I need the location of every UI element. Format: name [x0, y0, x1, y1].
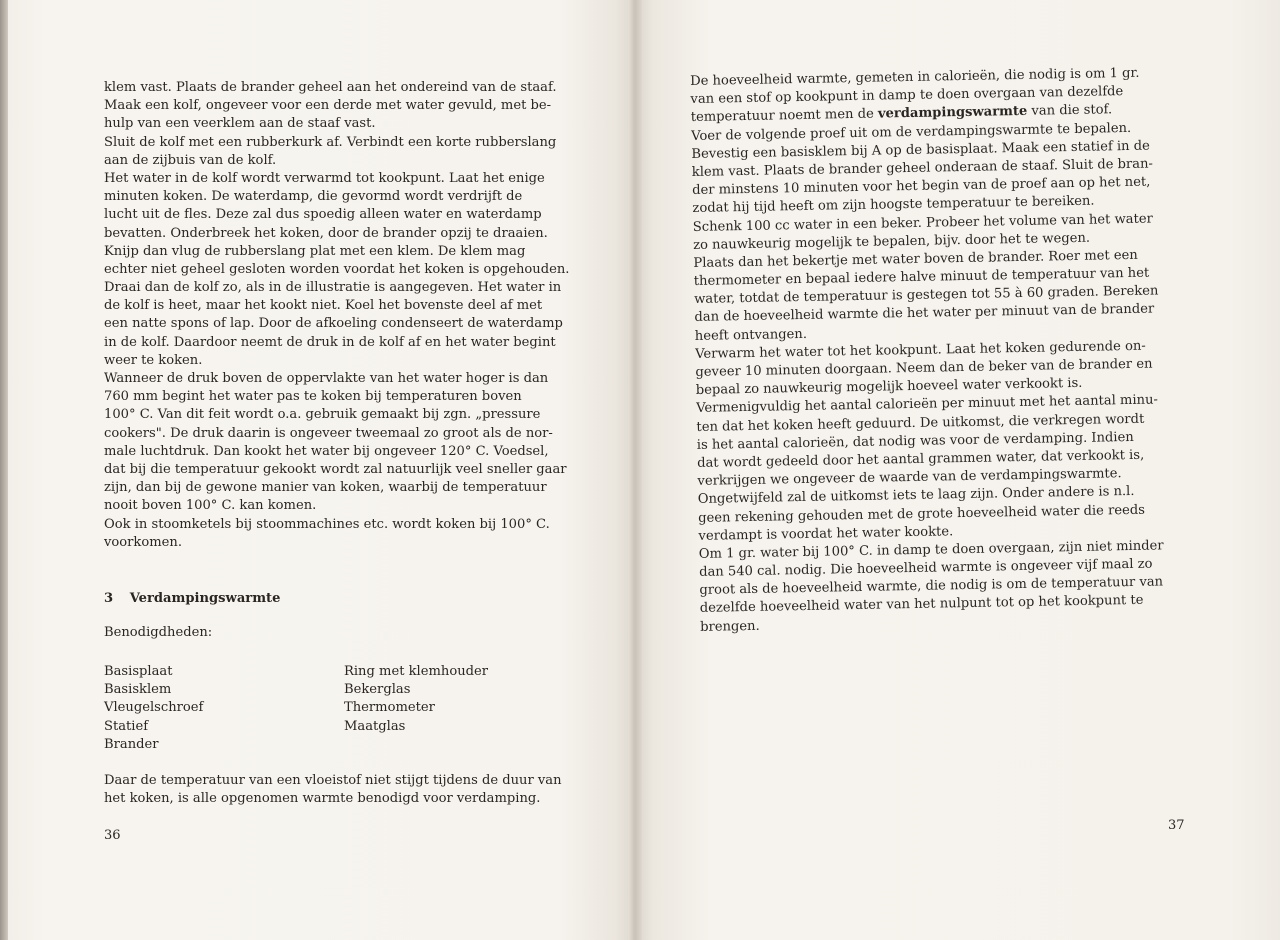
- text-line: thermometer en bepaal iedere halve minuut de temperatuur van het: [693, 265, 1150, 290]
- right-page-paragraphs: [691, 119, 1190, 637]
- text-line: het koken, is alle opgenomen warmte benodigd voor verdamping.: [104, 791, 541, 807]
- text-line: Verwarm het water tot het kookpunt. Laat het koken gedurende on-: [695, 338, 1146, 362]
- materials-item: Statief: [104, 718, 149, 734]
- text-line: Sluit de kolf met een rubberkurk af. Verbindt een korte rubberslang: [104, 134, 557, 150]
- text-line: male luchtdruk. Dan kookt het water bij ongeveer 120° C. Voedsel,: [104, 443, 549, 459]
- text-line: van een stof op kookpunt in damp te doen overgaan van dezelfde: [690, 84, 1124, 108]
- text-line: Het water in de kolf wordt verwarmd tot kookpunt. Laat het enige: [104, 170, 545, 186]
- materials-item: Ring met klemhouder: [344, 664, 489, 679]
- text-line: geen rekening gehouden met de grote hoeveelheid water die reeds: [698, 502, 1146, 526]
- text-line: zodat hij tijd heeft om zijn hoogste temperatuur te bereiken.: [692, 193, 1095, 217]
- right-page: [634, 0, 1280, 940]
- text-line: weer te koken.: [104, 352, 203, 368]
- materials-list-column-2: [344, 663, 488, 736]
- text-line: dat wordt gedeeld door het aantal grammen water, dat verkookt is,: [697, 447, 1145, 471]
- text-line: Voer de volgende proef uit om de verdampingswarmte te bepalen.: [691, 120, 1132, 144]
- text-line: klem vast. Plaats de brander geheel onderaan de staaf. Sluit de bran-: [691, 156, 1154, 180]
- text-line: voorkomen.: [104, 534, 182, 550]
- text-line: Plaats dan het bekertje met water boven de brander. Roer met een: [693, 247, 1138, 271]
- text-line: zo nauwkeurig mogelijk te bepalen, bijv. door het te wegen.: [693, 230, 1091, 253]
- page-number-left: 36: [104, 828, 121, 843]
- text-line: bevatten. Onderbreek het koken, door de brander opzij te draaien.: [104, 225, 548, 241]
- text-line: echter niet geheel gesloten worden voordat het koken is opgehouden.: [104, 261, 570, 277]
- term-verdampingswarmte: verdampingswarmte: [877, 104, 1028, 122]
- text-line: nooit boven 100° C. kan komen.: [104, 498, 317, 514]
- text-line: Draai dan de kolf zo, als in de illustratie is aangegeven. Het water in: [104, 280, 562, 296]
- text-line: der minstens 10 minuten voor het begin van de proef aan op het net,: [692, 174, 1151, 199]
- text-line: cookers". De druk daarin is ongeveer tweemaal zo groot als de nor-: [104, 425, 553, 441]
- book-edge: [0, 0, 8, 940]
- materials-item: Thermometer: [344, 700, 435, 716]
- text-line: minuten koken. De waterdamp, die gevormd wordt verdrijft de: [104, 189, 523, 205]
- text-line: Vermenigvuldig het aantal calorieën per minuut met het aantal minu-: [696, 392, 1159, 417]
- text-line: hulp van een veerklem aan de staaf vast.: [104, 116, 376, 132]
- text-run: temperatuur noemt men de: [690, 106, 879, 126]
- text-line: bepaal zo nauwkeurig mogelijk hoeveel water verkookt is.: [695, 376, 1083, 399]
- text-line: Schenk 100 cc water in een beker. Probeer het volume van het water: [692, 211, 1153, 235]
- text-line: ten dat het koken heeft geduurd. De uitkomst, die verkregen wordt: [696, 411, 1145, 435]
- materials-item: Basisplaat: [104, 664, 173, 679]
- text-line: in de kolf. Daardoor neemt de druk in de kolf af en het water begint: [104, 334, 556, 350]
- left-page: [8, 0, 634, 940]
- right-page-body-text: [690, 64, 1190, 637]
- materials-label: Benodigdheden:: [104, 625, 213, 640]
- text-line: de kolf is heet, maar het kookt niet. Koel het bovenste deel af met: [104, 298, 543, 314]
- closing-paragraph: [104, 772, 562, 808]
- text-line: heeft ontvangen.: [694, 326, 808, 344]
- text-line: De hoeveelheid warmte, gemeten in calorieën, die nodig is om 1 gr.: [690, 65, 1140, 89]
- book-gutter: [628, 0, 642, 940]
- text-line: verdampt is voordat het water kookte.: [698, 523, 954, 544]
- text-line: 100° C. Van dit feit wordt o.a. gebruik gemaakt bij zgn. „pressure: [104, 407, 541, 423]
- text-line: lucht uit de fles. Deze zal dus spoedig alleen water en waterdamp: [104, 207, 542, 223]
- materials-list-column-1: [104, 663, 203, 754]
- text-line: verkrijgen we ongeveer de waarde van de verdampingswarmte.: [697, 466, 1122, 490]
- materials-item: Maatglas: [344, 718, 406, 734]
- text-line: Bevestig een basisklem bij A op de basisplaat. Maak een statief in de: [691, 138, 1150, 162]
- text-line: Ongetwijfeld zal de uitkomst iets te laag zijn. Onder andere is n.l.: [697, 484, 1135, 508]
- text-line: Maak een kolf, ongeveer voor een derde met water gevuld, met be-: [104, 98, 552, 114]
- text-line: Om 1 gr. water bij 100° C. in damp te doen overgaan, zijn niet minder: [698, 538, 1164, 562]
- text-line: klem vast. Plaats de brander geheel aan het ondereind van de staaf.: [104, 80, 557, 95]
- materials-item: Basisklem: [104, 682, 172, 698]
- text-line: Knijp dan vlug de rubberslang plat met een klem. De klem mag: [104, 243, 526, 259]
- text-line: geveer 10 minuten doorgaan. Neem dan de beker van de brander en: [695, 356, 1153, 380]
- text-line: 760 mm begint het water pas te koken bij temperaturen boven: [104, 389, 522, 405]
- left-page-body-text: [104, 79, 594, 552]
- section-number: 3: [104, 591, 114, 606]
- text-line: Ook in stoomketels bij stoommachines etc. wordt koken bij 100° C.: [104, 516, 550, 532]
- text-line: een natte spons of lap. Door de afkoeling condenseert de waterdamp: [104, 316, 563, 332]
- text-line: Wanneer de druk boven de oppervlakte van het water hoger is dan: [104, 371, 549, 386]
- text-run: van die stof.: [1027, 102, 1113, 120]
- text-line: aan de zijbuis van de kolf.: [104, 152, 277, 168]
- text-line: dan 540 cal. nodig. Die hoeveelheid warmte is ongeveer vijf maal zo: [699, 556, 1153, 580]
- text-line: dan de hoeveelheid warmte die het water per minuut van de brander: [694, 301, 1155, 326]
- text-line: dat bij die temperatuur gekookt wordt zal natuurlijk veel sneller gaar: [104, 461, 567, 477]
- text-line: groot als de hoeveelheid warmte, die nodig is om de temperatuur van: [699, 574, 1164, 599]
- text-line: dezelfde hoeveelheid water van het nulpunt tot op het kookpunt te: [699, 593, 1144, 617]
- section-heading: [104, 591, 280, 606]
- text-line: is het aantal calorieën, dat nodig was voor de verdamping. Indien: [696, 429, 1134, 453]
- text-line: water, totdat de temperatuur is gestegen tot 55 à 60 graden. Bereken: [694, 283, 1159, 308]
- text-line: zijn, dan bij de gewone manier van koken, waarbij de temperatuur: [104, 480, 547, 496]
- materials-item: Bekerglas: [344, 682, 411, 698]
- text-line: Daar de temperatuur van een vloeistof niet stijgt tijdens de duur van: [104, 773, 562, 788]
- text-line: brengen.: [700, 618, 760, 635]
- section-title: Verdampingswarmte: [129, 591, 281, 606]
- materials-item: Vleugelschroef: [104, 700, 204, 716]
- materials-item: Brander: [104, 736, 159, 752]
- page-number-right: 37: [1168, 818, 1185, 833]
